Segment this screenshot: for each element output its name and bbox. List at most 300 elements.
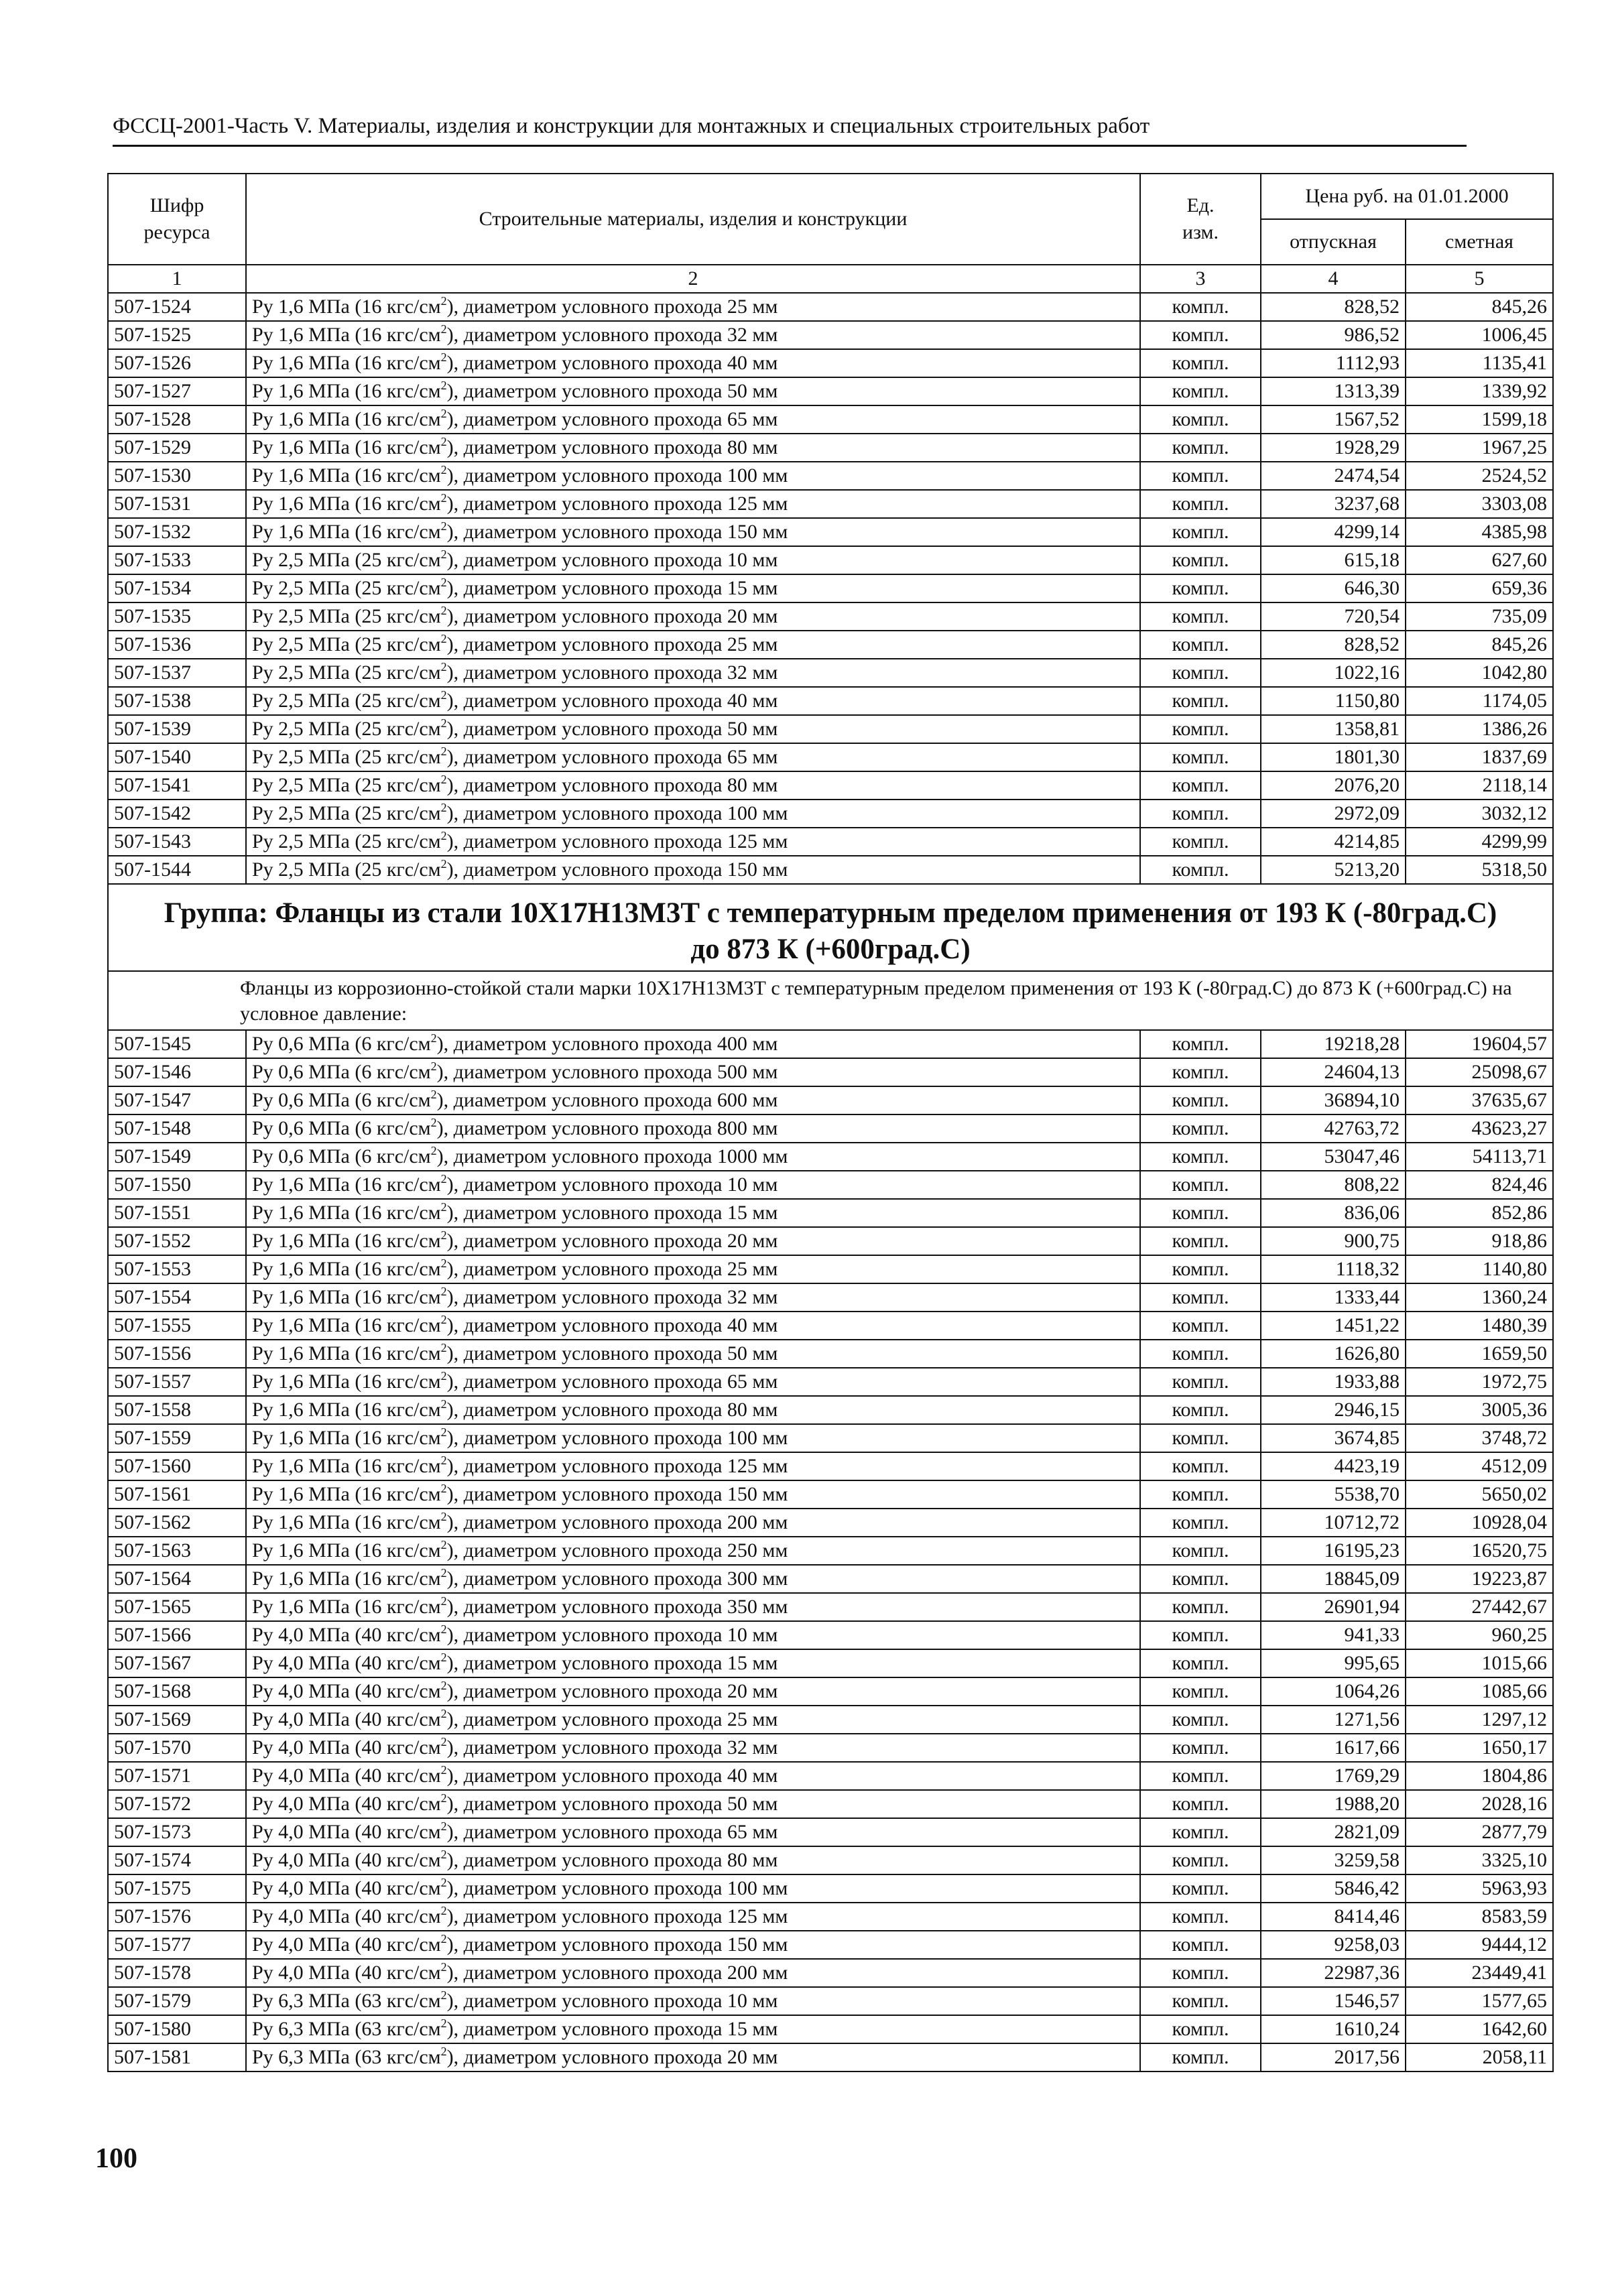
superscript: 2 [440, 857, 447, 871]
estimate-price: 54113,71 [1406, 1143, 1553, 1171]
group-description: Фланцы из коррозионно-стойкой стали марки 10Х17Н13М3Т с температурным пределом применения от 193 К (-80град.С) до 873 К (+600град.С) на условное давление: [108, 971, 1553, 1030]
estimate-price: 918,86 [1406, 1227, 1553, 1255]
release-price: 1064,26 [1261, 1677, 1406, 1706]
unit: компл. [1140, 715, 1261, 743]
superscript: 2 [440, 773, 447, 786]
resource-code: 507-1579 [108, 1987, 246, 2015]
superscript: 2 [440, 1622, 447, 1636]
unit: компл. [1140, 490, 1261, 518]
superscript: 2 [440, 1960, 447, 1974]
table-row [108, 1199, 1553, 1227]
release-price: 828,52 [1261, 293, 1406, 321]
release-price: 5846,42 [1261, 1874, 1406, 1903]
table-row [108, 1283, 1553, 1312]
description-suffix: ), диаметром условного прохода 40 мм [446, 690, 778, 712]
unit: компл. [1140, 1537, 1261, 1565]
table-row [108, 1565, 1553, 1593]
resource-code: 507-1566 [108, 1621, 246, 1649]
item-description [246, 602, 1140, 631]
description-prefix: Ру 1,6 МПа (16 кгс/см [252, 1370, 441, 1393]
description-prefix: Ру 2,5 МПа (25 кгс/см [252, 549, 441, 571]
unit: компл. [1140, 1086, 1261, 1114]
resource-code: 507-1553 [108, 1255, 246, 1283]
item-description [246, 546, 1140, 574]
item-description [246, 1030, 1140, 1058]
unit: компл. [1140, 377, 1261, 405]
unit: компл. [1140, 1903, 1261, 1931]
superscript: 2 [440, 322, 447, 336]
description-prefix: Ру 0,6 МПа (6 кгс/см [252, 1061, 431, 1083]
resource-code: 507-1573 [108, 1818, 246, 1846]
item-description [246, 1255, 1140, 1283]
item-description [246, 743, 1140, 771]
table-row [108, 1762, 1553, 1790]
superscript: 2 [440, 1482, 447, 1495]
description-prefix: Ру 2,5 МПа (25 кгс/см [252, 690, 441, 712]
description-prefix: Ру 2,5 МПа (25 кгс/см [252, 802, 441, 824]
release-price: 42763,72 [1261, 1114, 1406, 1143]
unit: компл. [1140, 1565, 1261, 1593]
unit: компл. [1140, 1480, 1261, 1509]
description-suffix: ), диаметром условного прохода 15 мм [446, 2018, 778, 2040]
release-price: 18845,09 [1261, 1565, 1406, 1593]
description-prefix: Ру 6,3 МПа (63 кгс/см [252, 1990, 441, 2012]
item-description [246, 518, 1140, 546]
unit: компл. [1140, 1987, 1261, 2015]
resource-code: 507-1563 [108, 1537, 246, 1565]
description-suffix: ), диаметром условного прохода 20 мм [446, 1230, 778, 1252]
release-price: 1928,29 [1261, 434, 1406, 462]
item-description [246, 1565, 1140, 1593]
estimate-price: 1650,17 [1406, 1734, 1553, 1762]
estimate-price: 1360,24 [1406, 1283, 1553, 1312]
description-suffix: ), диаметром условного прохода 40 мм [446, 352, 778, 374]
description-suffix: ), диаметром условного прохода 10 мм [446, 1624, 778, 1646]
release-price: 808,22 [1261, 1171, 1406, 1199]
superscript: 2 [440, 350, 447, 364]
table-row [108, 1621, 1553, 1649]
release-price: 1546,57 [1261, 1987, 1406, 2015]
unit: компл. [1140, 1734, 1261, 1762]
resource-code: 507-1533 [108, 546, 246, 574]
superscript: 2 [440, 1341, 447, 1354]
description-suffix: ), диаметром условного прохода 100 мм [446, 1427, 788, 1449]
description-suffix: ), диаметром условного прохода 100 мм [446, 802, 788, 824]
table-row [108, 546, 1553, 574]
table-row [108, 1171, 1553, 1199]
unit: компл. [1140, 602, 1261, 631]
table-row [108, 771, 1553, 800]
estimate-price: 16520,75 [1406, 1537, 1553, 1565]
unit: компл. [1140, 1312, 1261, 1340]
superscript: 2 [440, 1200, 447, 1214]
item-description [246, 828, 1140, 856]
description-prefix: Ру 4,0 МПа (40 кгс/см [252, 1962, 441, 1984]
resource-code: 507-1559 [108, 1424, 246, 1452]
release-price: 2017,56 [1261, 2043, 1406, 2071]
item-description [246, 1734, 1140, 1762]
estimate-price: 1577,65 [1406, 1987, 1553, 2015]
release-price: 615,18 [1261, 546, 1406, 574]
description-suffix: ), диаметром условного прохода 400 мм [436, 1033, 778, 1055]
table-row [108, 1452, 1553, 1480]
description-suffix: ), диаметром условного прохода 100 мм [446, 464, 788, 487]
unit: компл. [1140, 1368, 1261, 1396]
resource-code: 507-1540 [108, 743, 246, 771]
superscript: 2 [440, 1538, 447, 1551]
description-suffix: ), диаметром условного прохода 100 мм [446, 1877, 788, 1899]
resource-code: 507-1541 [108, 771, 246, 800]
resource-code: 507-1561 [108, 1480, 246, 1509]
table-row [108, 715, 1553, 743]
estimate-price: 1339,92 [1406, 377, 1553, 405]
unit: компл. [1140, 1424, 1261, 1452]
description-prefix: Ру 4,0 МПа (40 кгс/см [252, 1765, 441, 1787]
unit: компл. [1140, 687, 1261, 715]
release-price: 1610,24 [1261, 2015, 1406, 2043]
estimate-price: 5650,02 [1406, 1480, 1553, 1509]
table-row [108, 377, 1553, 405]
col-header-price: Цена руб. на 01.01.2000 [1261, 174, 1553, 219]
resource-code: 507-1526 [108, 349, 246, 377]
superscript: 2 [440, 2017, 447, 2030]
column-number-row [108, 265, 1553, 293]
item-description [246, 1649, 1140, 1677]
column-number: 3 [1140, 265, 1261, 293]
description-prefix: Ру 1,6 МПа (16 кгс/см [252, 1539, 441, 1561]
estimate-price: 1135,41 [1406, 349, 1553, 377]
description-prefix: Ру 4,0 МПа (40 кгс/см [252, 1877, 441, 1899]
description-suffix: ), диаметром условного прохода 500 мм [436, 1061, 778, 1083]
description-prefix: Ру 1,6 МПа (16 кгс/см [252, 464, 441, 487]
release-price: 1769,29 [1261, 1762, 1406, 1790]
estimate-price: 1804,86 [1406, 1762, 1553, 1790]
description-suffix: ), диаметром условного прохода 65 мм [446, 408, 778, 430]
unit: компл. [1140, 1818, 1261, 1846]
resource-code: 507-1527 [108, 377, 246, 405]
item-description [246, 1537, 1140, 1565]
description-suffix: ), диаметром условного прохода 32 мм [446, 1286, 778, 1308]
description-prefix: Ру 4,0 МПа (40 кгс/см [252, 1933, 441, 1956]
estimate-price: 43623,27 [1406, 1114, 1553, 1143]
table-row [108, 1227, 1553, 1255]
table-row [108, 856, 1553, 884]
description-prefix: Ру 6,3 МПа (63 кгс/см [252, 2018, 441, 2040]
unit: компл. [1140, 293, 1261, 321]
description-prefix: Ру 4,0 МПа (40 кгс/см [252, 1624, 441, 1646]
superscript: 2 [440, 829, 447, 842]
estimate-price: 960,25 [1406, 1621, 1553, 1649]
superscript: 2 [440, 632, 447, 645]
description-suffix: ), диаметром условного прохода 15 мм [446, 1202, 778, 1224]
description-prefix: Ру 6,3 МПа (63 кгс/см [252, 2046, 441, 2068]
superscript: 2 [440, 1313, 447, 1326]
superscript: 2 [440, 688, 447, 702]
item-description [246, 687, 1140, 715]
description-prefix: Ру 1,6 МПа (16 кгс/см [252, 1258, 441, 1280]
unit: компл. [1140, 2043, 1261, 2071]
item-description [246, 1143, 1140, 1171]
resource-code: 507-1545 [108, 1030, 246, 1058]
superscript: 2 [430, 1060, 437, 1073]
description-prefix: Ру 4,0 МПа (40 кгс/см [252, 1652, 441, 1674]
superscript: 2 [440, 491, 447, 505]
release-price: 4299,14 [1261, 518, 1406, 546]
superscript: 2 [440, 2045, 447, 2058]
table-row [108, 1677, 1553, 1706]
table-row [108, 1255, 1553, 1283]
release-price: 646,30 [1261, 574, 1406, 602]
release-price: 5538,70 [1261, 1480, 1406, 1509]
release-price: 1933,88 [1261, 1368, 1406, 1396]
unit: компл. [1140, 349, 1261, 377]
resource-code: 507-1551 [108, 1199, 246, 1227]
unit: компл. [1140, 1283, 1261, 1312]
release-price: 53047,46 [1261, 1143, 1406, 1171]
unit: компл. [1140, 574, 1261, 602]
resource-code: 507-1576 [108, 1903, 246, 1931]
description-suffix: ), диаметром условного прохода 40 мм [446, 1765, 778, 1787]
description-prefix: Ру 1,6 МПа (16 кгс/см [252, 1173, 441, 1196]
estimate-price: 1042,80 [1406, 659, 1553, 687]
release-price: 36894,10 [1261, 1086, 1406, 1114]
superscript: 2 [440, 519, 447, 533]
superscript: 2 [440, 1397, 447, 1411]
estimate-price: 8583,59 [1406, 1903, 1553, 1931]
resource-code: 507-1580 [108, 2015, 246, 2043]
description-suffix: ), диаметром условного прохода 20 мм [446, 2046, 778, 2068]
release-price: 1271,56 [1261, 1706, 1406, 1734]
description-prefix: Ру 2,5 МПа (25 кгс/см [252, 830, 441, 852]
description-prefix: Ру 0,6 МПа (6 кгс/см [252, 1117, 431, 1139]
estimate-price: 659,36 [1406, 574, 1553, 602]
table-row [108, 1903, 1553, 1931]
resource-code: 507-1531 [108, 490, 246, 518]
description-prefix: Ру 1,6 МПа (16 кгс/см [252, 1202, 441, 1224]
item-description [246, 2015, 1140, 2043]
estimate-price: 2028,16 [1406, 1790, 1553, 1818]
description-prefix: Ру 1,6 МПа (16 кгс/см [252, 1483, 441, 1505]
resource-code: 507-1567 [108, 1649, 246, 1677]
superscript: 2 [440, 463, 447, 476]
table-row [108, 1480, 1553, 1509]
resource-code: 507-1532 [108, 518, 246, 546]
item-description [246, 1509, 1140, 1537]
item-description [246, 293, 1140, 321]
item-description [246, 1790, 1140, 1818]
release-price: 900,75 [1261, 1227, 1406, 1255]
unit: компл. [1140, 462, 1261, 490]
resource-code: 507-1552 [108, 1227, 246, 1255]
item-description [246, 1452, 1140, 1480]
table-row [108, 800, 1553, 828]
resource-code: 507-1549 [108, 1143, 246, 1171]
resource-code: 507-1543 [108, 828, 246, 856]
col-header-release-price: отпускная [1261, 219, 1406, 265]
description-suffix: ), диаметром условного прохода 200 мм [446, 1962, 788, 1984]
release-price: 22987,36 [1261, 1959, 1406, 1987]
item-description [246, 1677, 1140, 1706]
description-suffix: ), диаметром условного прохода 80 мм [446, 774, 778, 796]
description-suffix: ), диаметром условного прохода 800 мм [436, 1117, 778, 1139]
description-suffix: ), диаметром условного прохода 50 мм [446, 380, 778, 402]
item-description [246, 631, 1140, 659]
item-description [246, 1114, 1140, 1143]
superscript: 2 [440, 604, 447, 617]
description-prefix: Ру 4,0 МПа (40 кгс/см [252, 1849, 441, 1871]
description-suffix: ), диаметром условного прохода 150 мм [446, 521, 788, 543]
superscript: 2 [440, 1651, 447, 1664]
estimate-price: 37635,67 [1406, 1086, 1553, 1114]
unit: компл. [1140, 1452, 1261, 1480]
estimate-price: 3748,72 [1406, 1424, 1553, 1452]
unit: компл. [1140, 1621, 1261, 1649]
description-suffix: ), диаметром условного прохода 80 мм [446, 436, 778, 458]
unit: компл. [1140, 405, 1261, 434]
unit: компл. [1140, 546, 1261, 574]
unit: компл. [1140, 1846, 1261, 1874]
superscript: 2 [440, 435, 447, 448]
table-row [108, 2015, 1553, 2043]
description-prefix: Ру 1,6 МПа (16 кгс/см [252, 493, 441, 515]
resource-code: 507-1534 [108, 574, 246, 602]
description-suffix: ), диаметром условного прохода 25 мм [446, 1708, 778, 1730]
item-description [246, 856, 1140, 884]
table-row [108, 574, 1553, 602]
estimate-price: 4512,09 [1406, 1452, 1553, 1480]
release-price: 1313,39 [1261, 377, 1406, 405]
description-suffix: ), диаметром условного прохода 125 мм [446, 830, 788, 852]
unit: компл. [1140, 1959, 1261, 1987]
estimate-price: 2058,11 [1406, 2043, 1553, 2071]
unit: компл. [1140, 631, 1261, 659]
col-header-code: Шифр ресурса [108, 174, 246, 265]
table-row [108, 1368, 1553, 1396]
unit: компл. [1140, 1649, 1261, 1677]
table-row [108, 405, 1553, 434]
release-price: 720,54 [1261, 602, 1406, 631]
estimate-price: 25098,67 [1406, 1058, 1553, 1086]
release-price: 3237,68 [1261, 490, 1406, 518]
description-suffix: ), диаметром условного прохода 25 мм [446, 633, 778, 655]
superscript: 2 [440, 548, 447, 561]
unit: компл. [1140, 743, 1261, 771]
estimate-price: 19604,57 [1406, 1030, 1553, 1058]
estimate-price: 4385,98 [1406, 518, 1553, 546]
table-row [108, 1734, 1553, 1762]
resource-code: 507-1528 [108, 405, 246, 434]
description-prefix: Ру 1,6 МПа (16 кгс/см [252, 1427, 441, 1449]
description-suffix: ), диаметром условного прохода 10 мм [446, 1990, 778, 2012]
table-row [108, 1114, 1553, 1143]
unit: компл. [1140, 1593, 1261, 1621]
superscript: 2 [440, 294, 447, 308]
estimate-price: 5963,93 [1406, 1874, 1553, 1903]
resource-code: 507-1571 [108, 1762, 246, 1790]
description-prefix: Ру 2,5 МПа (25 кгс/см [252, 577, 441, 599]
item-description [246, 1368, 1140, 1396]
description-suffix: ), диаметром условного прохода 50 мм [446, 718, 778, 740]
superscript: 2 [440, 660, 447, 674]
resource-code: 507-1556 [108, 1340, 246, 1368]
description-suffix: ), диаметром условного прохода 125 мм [446, 1455, 788, 1477]
superscript: 2 [430, 1088, 437, 1101]
release-price: 3259,58 [1261, 1846, 1406, 1874]
superscript: 2 [440, 1820, 447, 1833]
resource-code: 507-1542 [108, 800, 246, 828]
estimate-price: 845,26 [1406, 293, 1553, 321]
resource-code: 507-1568 [108, 1677, 246, 1706]
resource-code: 507-1539 [108, 715, 246, 743]
unit: компл. [1140, 659, 1261, 687]
description-suffix: ), диаметром условного прохода 25 мм [446, 1258, 778, 1280]
resource-code: 507-1537 [108, 659, 246, 687]
release-price: 1358,81 [1261, 715, 1406, 743]
superscript: 2 [440, 1454, 447, 1467]
resource-code: 507-1581 [108, 2043, 246, 2071]
unit: компл. [1140, 434, 1261, 462]
col-header-estimate-price: сметная [1406, 219, 1553, 265]
release-price: 8414,46 [1261, 1903, 1406, 1931]
description-prefix: Ру 1,6 МПа (16 кгс/см [252, 1399, 441, 1421]
estimate-price: 5318,50 [1406, 856, 1553, 884]
item-description [246, 377, 1140, 405]
release-price: 2076,20 [1261, 771, 1406, 800]
release-price: 1451,22 [1261, 1312, 1406, 1340]
description-prefix: Ру 1,6 МПа (16 кгс/см [252, 1342, 441, 1364]
col-header-unit: Ед. изм. [1140, 174, 1261, 265]
resource-code: 507-1578 [108, 1959, 246, 1987]
unit: компл. [1140, 1143, 1261, 1171]
description-suffix: ), диаметром условного прохода 125 мм [446, 1905, 788, 1927]
release-price: 3674,85 [1261, 1424, 1406, 1452]
resource-code: 507-1548 [108, 1114, 246, 1143]
resource-code: 507-1538 [108, 687, 246, 715]
table-row [108, 1030, 1553, 1058]
item-description [246, 1762, 1140, 1790]
release-price: 1617,66 [1261, 1734, 1406, 1762]
item-description [246, 2043, 1140, 2071]
release-price: 24604,13 [1261, 1058, 1406, 1086]
unit: компл. [1140, 1396, 1261, 1424]
table-row [108, 602, 1553, 631]
estimate-price: 2118,14 [1406, 771, 1553, 800]
item-description [246, 1987, 1140, 2015]
estimate-price: 1085,66 [1406, 1677, 1553, 1706]
description-suffix: ), диаметром условного прохода 350 мм [446, 1596, 788, 1618]
release-price: 1333,44 [1261, 1283, 1406, 1312]
release-price: 9258,03 [1261, 1931, 1406, 1959]
estimate-price: 3032,12 [1406, 800, 1553, 828]
item-description [246, 405, 1140, 434]
table-row [108, 462, 1553, 490]
item-description [246, 1340, 1140, 1368]
release-price: 1801,30 [1261, 743, 1406, 771]
table-row [108, 1649, 1553, 1677]
table-row [108, 1086, 1553, 1114]
resource-code: 507-1574 [108, 1846, 246, 1874]
item-description [246, 715, 1140, 743]
estimate-price: 1480,39 [1406, 1312, 1553, 1340]
table-row [108, 743, 1553, 771]
description-suffix: ), диаметром условного прохода 600 мм [436, 1089, 778, 1111]
superscript: 2 [440, 576, 447, 589]
description-suffix: ), диаметром условного прохода 10 мм [446, 1173, 778, 1196]
release-price: 941,33 [1261, 1621, 1406, 1649]
unit: компл. [1140, 1706, 1261, 1734]
resource-code: 507-1547 [108, 1086, 246, 1114]
unit: компл. [1140, 1677, 1261, 1706]
